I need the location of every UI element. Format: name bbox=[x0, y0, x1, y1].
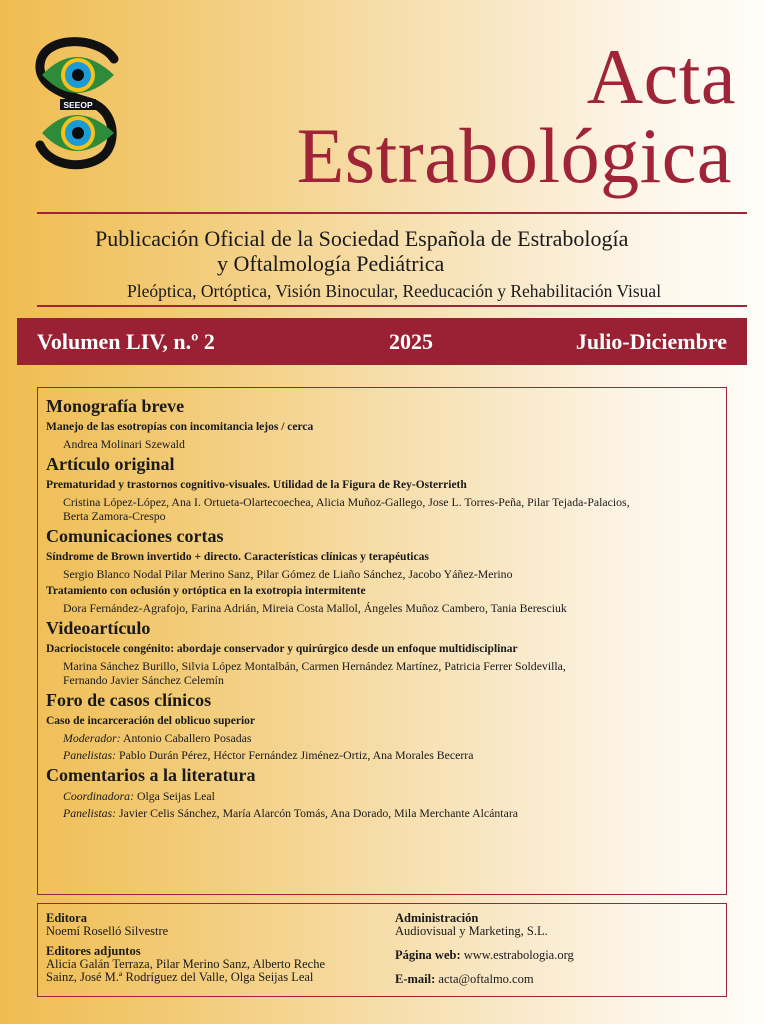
admin-name: Audiovisual y Marketing, S.L. bbox=[395, 924, 548, 938]
email-label: E-mail: bbox=[395, 972, 436, 986]
admin-column bbox=[395, 912, 715, 986]
panelists bbox=[46, 806, 718, 820]
section-cortas bbox=[46, 526, 718, 615]
issue-band bbox=[17, 318, 747, 365]
editora-label: Editora bbox=[46, 911, 87, 925]
panelists-label: Panelistas: bbox=[63, 806, 117, 820]
issue-volume: Volumen LIV, n.º 2 bbox=[37, 329, 215, 354]
journal-title bbox=[200, 33, 736, 199]
section-heading: Foro de casos clínicos bbox=[46, 690, 212, 710]
panelists bbox=[46, 748, 718, 762]
article-authors: Dora Fernández-Agrafojo, Farina Adrián, Mireia Costa Mallol, Ángeles Muñoz Cambero, Tania Beresciuk bbox=[63, 601, 567, 615]
website bbox=[395, 949, 715, 962]
article-title: Síndrome de Brown invertido + directo. Características clínicas y terapéuticas bbox=[46, 551, 429, 563]
article-authors: Sergio Blanco Nodal Pilar Merino Sanz, Pilar Gómez de Liaño Sánchez, Jacobo Yáñez-Merino bbox=[63, 567, 513, 581]
coordinator bbox=[46, 789, 718, 803]
title-line-2: Estrabológica bbox=[296, 112, 732, 199]
coordinator-label: Coordinadora: bbox=[63, 789, 135, 803]
adjuntos-names: Alicia Galán Terraza, Pilar Merino Sanz, Alberto Reche bbox=[46, 957, 325, 971]
publication-subtitle: Pleóptica, Ortóptica, Visión Binocular, Reeducación y Rehabilitación Visual bbox=[127, 281, 662, 301]
article-authors: Cristina López-López, Ana I. Ortueta-Olartecoechea, Alicia Muñoz-Gallego, Jose L. Torres-Peña, Pilar Tejada-Palacios, bbox=[63, 495, 630, 509]
adjuntos-names-cont: Sainz, José M.ª Rodríguez del Valle, Olga Seijas Leal bbox=[46, 970, 314, 984]
section-monografia bbox=[46, 396, 718, 451]
panelists-names: Pablo Durán Pérez, Héctor Fernández Jiménez-Ortiz, Ana Morales Becerra bbox=[119, 748, 474, 762]
moderator-label: Moderador: bbox=[63, 731, 121, 745]
article-title: Prematuridad y trastornos cognitivo-visuales. Utilidad de la Figura de Rey-Osterrieth bbox=[46, 479, 467, 491]
article-title: Caso de incarceración del oblicuo superior bbox=[46, 715, 256, 727]
adjuntos-label: Editores adjuntos bbox=[46, 944, 141, 958]
logo-label: SEEOP bbox=[63, 100, 93, 110]
website-label: Página web: bbox=[395, 948, 461, 962]
article-authors-cont: Berta Zamora-Crespo bbox=[63, 509, 166, 523]
footer-box bbox=[37, 903, 727, 997]
panelists-names: Javier Celis Sánchez, María Alarcón Tomás, Ana Dorado, Mila Merchante Alcántara bbox=[119, 806, 518, 820]
section-heading: Comentarios a la literatura bbox=[46, 765, 256, 785]
divider bbox=[37, 305, 747, 307]
section-foro bbox=[46, 690, 718, 762]
admin-label: Administración bbox=[395, 911, 479, 925]
editora-name: Noemí Roselló Silvestre bbox=[46, 924, 169, 938]
table-of-contents bbox=[37, 387, 727, 895]
section-original bbox=[46, 454, 718, 523]
section-video bbox=[46, 618, 718, 687]
issue-year: 2025 bbox=[389, 329, 433, 354]
publication-line-1: Publicación Oficial de la Sociedad Española de Estrabología bbox=[95, 226, 629, 251]
email bbox=[395, 973, 715, 986]
article-authors: Marina Sánchez Burillo, Silvia López Montalbán, Carmen Hernández Martínez, Patricia Ferrer Soldevilla, bbox=[63, 659, 566, 673]
section-heading: Artículo original bbox=[46, 454, 175, 474]
section-comentarios bbox=[46, 765, 718, 820]
moderator bbox=[46, 731, 718, 745]
article-authors-cont: Fernando Javier Sánchez Celemín bbox=[63, 673, 224, 687]
publication-info bbox=[95, 226, 735, 303]
seeop-logo bbox=[34, 37, 122, 171]
website-link[interactable]: www.estrabologia.org bbox=[463, 948, 574, 962]
section-heading: Videoartículo bbox=[46, 618, 151, 638]
eye-icon bbox=[42, 115, 114, 151]
coordinator-name: Olga Seijas Leal bbox=[136, 789, 215, 803]
section-heading: Monografía breve bbox=[46, 396, 185, 416]
issue-period: Julio-Diciembre bbox=[575, 329, 727, 354]
article-title: Dacriocistocele congénito: abordaje conservador y quirúrgico desde un enfoque multidisciplinar bbox=[46, 643, 518, 655]
email-link[interactable]: acta@oftalmo.com bbox=[438, 972, 534, 986]
publication-line-2: y Oftalmología Pediátrica bbox=[217, 251, 445, 276]
panelists-label: Panelistas: bbox=[63, 748, 117, 762]
section-heading: Comunicaciones cortas bbox=[46, 526, 224, 546]
article-authors: Andrea Molinari Szewald bbox=[63, 437, 185, 451]
editors-column bbox=[46, 912, 386, 984]
article-title: Tratamiento con oclusión y ortóptica en la exotropia intermitente bbox=[46, 585, 366, 597]
title-line-1: Acta bbox=[586, 33, 736, 120]
article-title: Manejo de las esotropías con incomitancia lejos / cerca bbox=[46, 421, 314, 433]
divider bbox=[37, 212, 747, 214]
moderator-name: Antonio Caballero Posadas bbox=[122, 731, 252, 745]
